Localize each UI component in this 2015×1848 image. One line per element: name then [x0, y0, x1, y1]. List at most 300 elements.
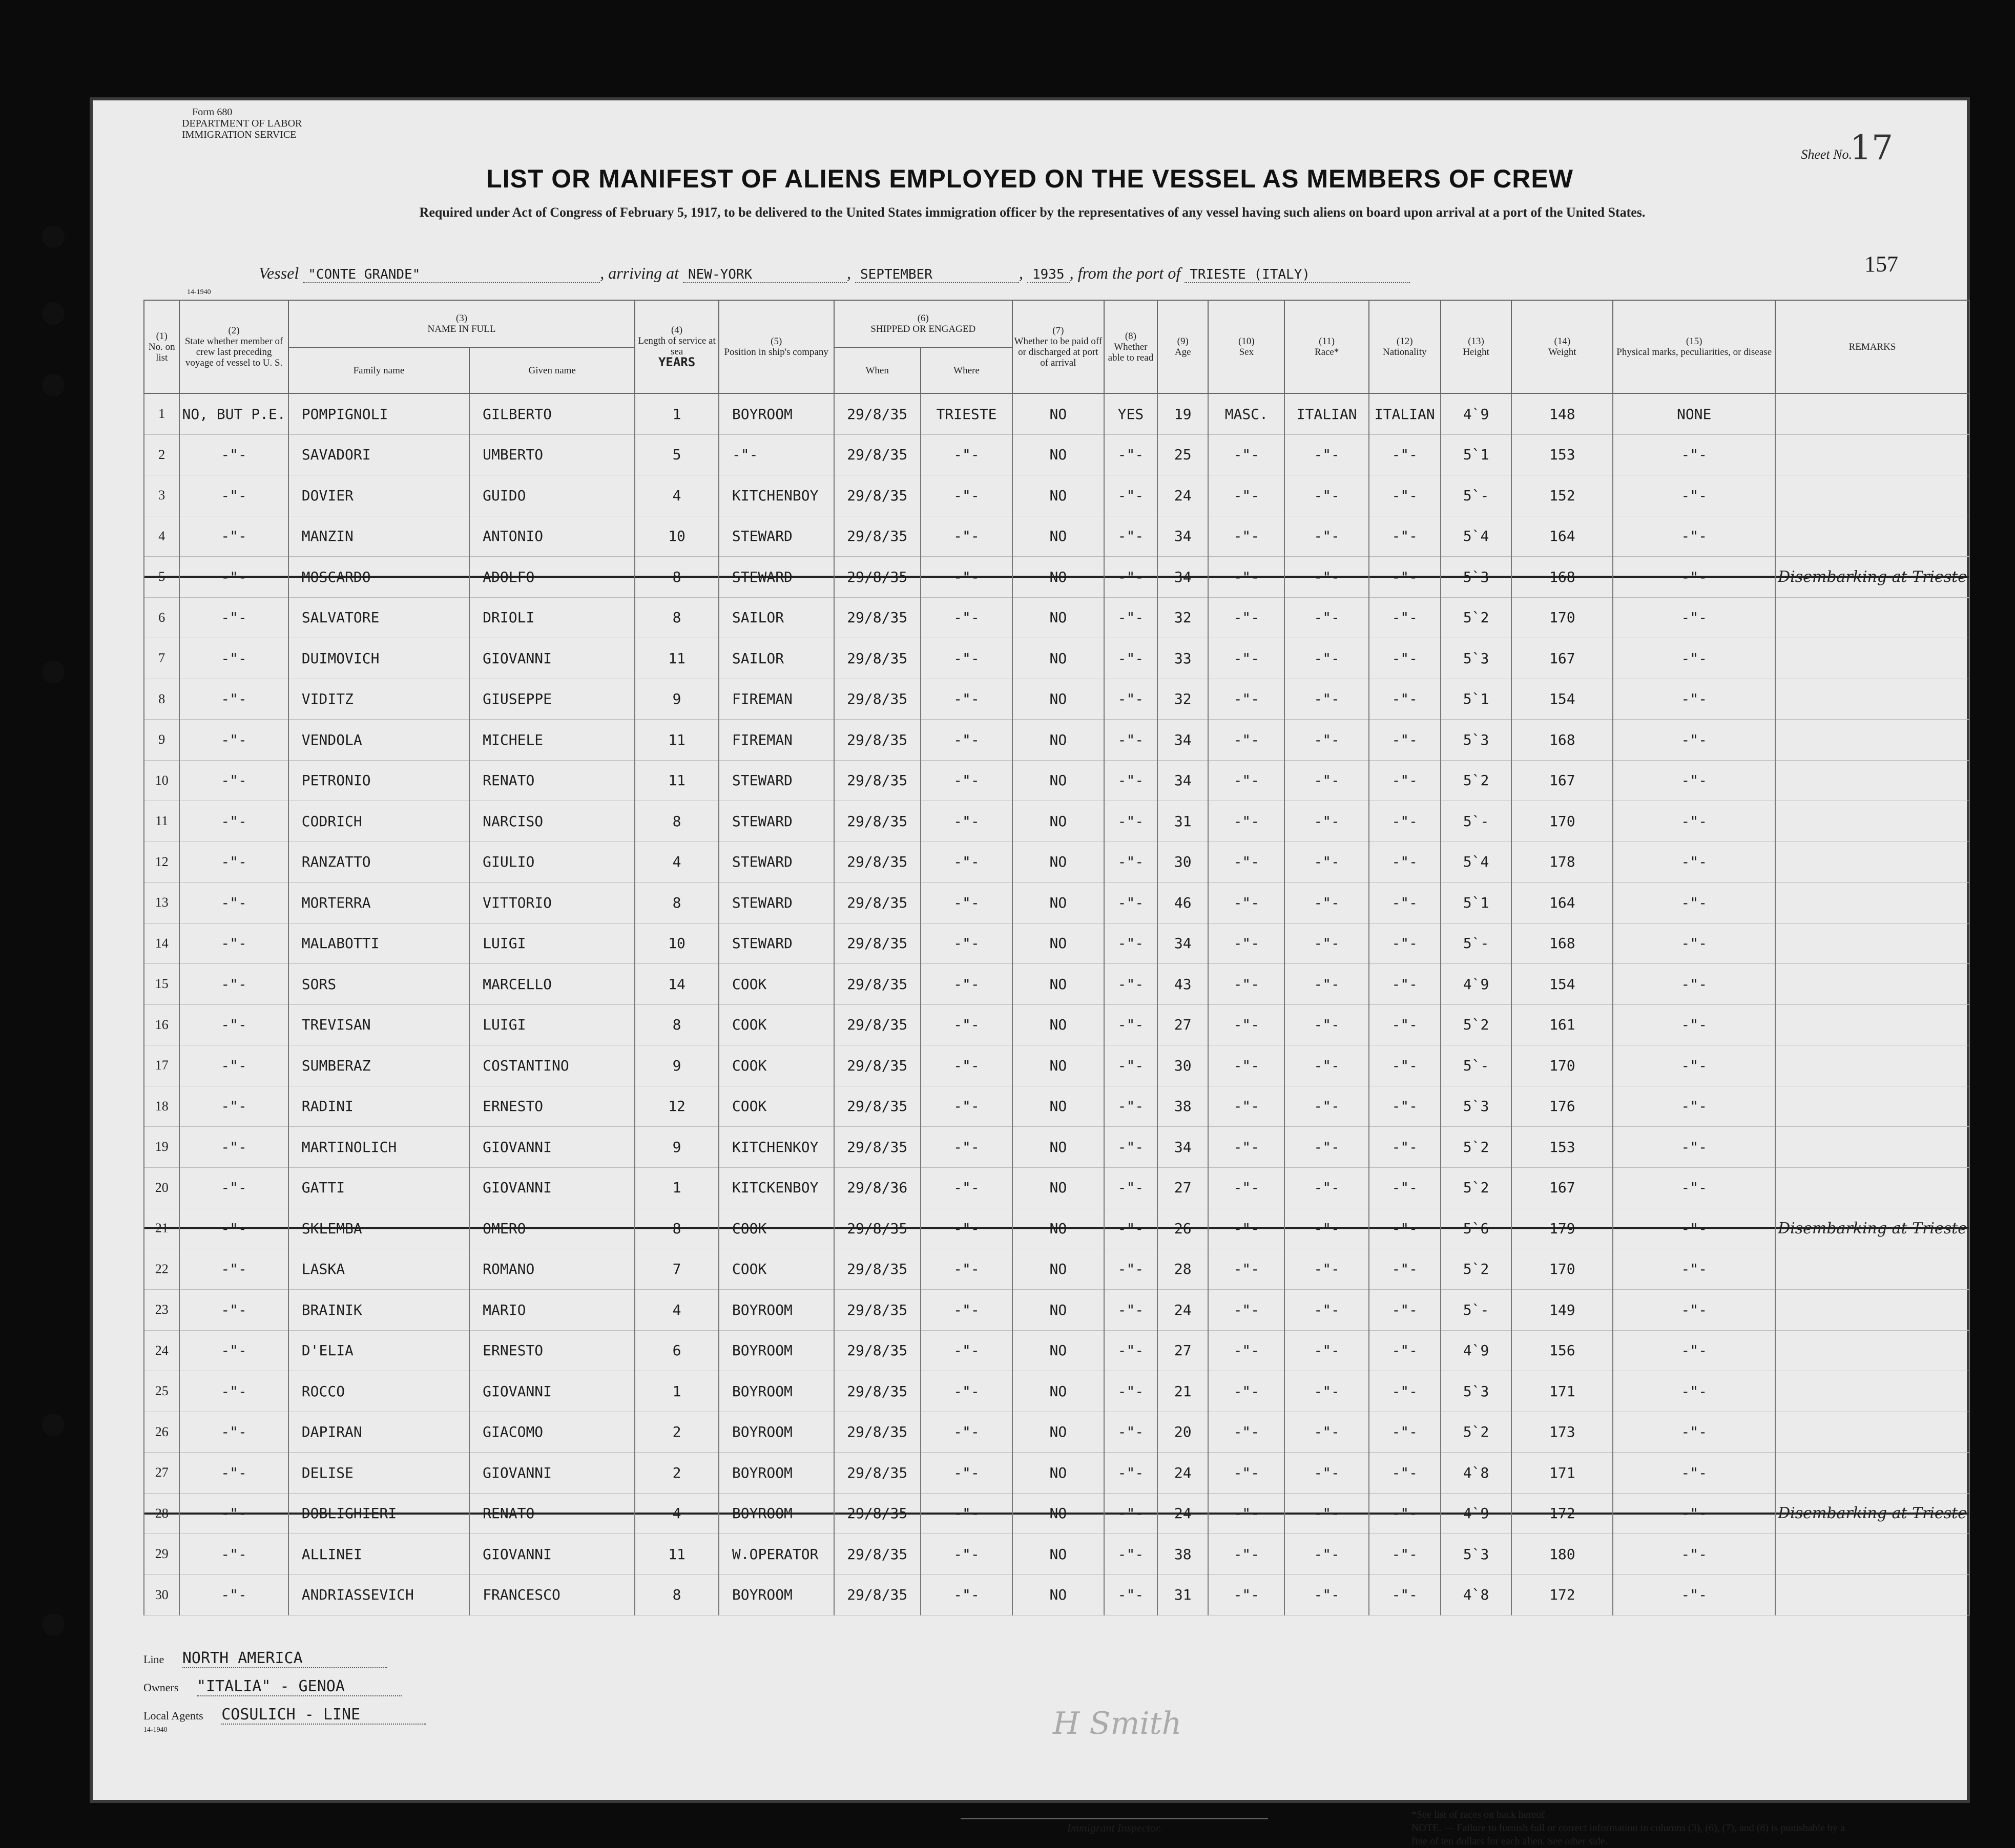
page-subtitle: Required under Act of Congress of February 5, 1917, to be delivered to the United States immigration officer by the representatives of any vessel having such aliens on board upon arrival at a port of the United States. — [419, 205, 1646, 220]
given-name-cell: GIACOMO — [469, 1412, 635, 1453]
remarks-cell — [1775, 1412, 1969, 1453]
physical-marks-cell: -"- — [1613, 1330, 1775, 1371]
nationality-cell: ITALIAN — [1369, 393, 1441, 434]
previous-voyage-cell: -"- — [179, 1330, 288, 1371]
col-read-header: (8) Whether able to read — [1104, 300, 1157, 393]
shipped-when-cell: 29/8/35 — [834, 434, 921, 475]
sheet-number-value: 17 — [1850, 128, 1893, 167]
previous-voyage-cell: -"- — [179, 1534, 288, 1575]
age-cell: 34 — [1157, 760, 1208, 801]
col-marks-header: (15) Physical marks, peculiarities, or disease — [1613, 300, 1775, 393]
able-to-read-cell: -"- — [1104, 1330, 1157, 1371]
from-port-label: from the port of — [1077, 264, 1181, 282]
race-cell: -"- — [1284, 1208, 1368, 1249]
weight-cell: 161 — [1511, 1004, 1613, 1045]
paid-off-cell: NO — [1012, 1249, 1104, 1290]
physical-marks-cell: -"- — [1613, 1086, 1775, 1127]
family-name-cell: MANZIN — [288, 516, 469, 557]
penalty-note: NOTE. — Failure to furnish full or correct information in columns (3), (6), (7), and (8) is punishable by a fine of ten dollars for each alien. See other side. — [1411, 1822, 1845, 1847]
table-row — [144, 1045, 1969, 1086]
manifest-sheet — [90, 97, 1970, 1847]
age-cell: 27 — [1157, 1004, 1208, 1045]
weight-cell: 176 — [1511, 1086, 1613, 1127]
table-row — [144, 475, 1969, 516]
previous-voyage-cell: -"- — [179, 638, 288, 679]
row-number: 19 — [144, 1127, 179, 1168]
weight-cell: 153 — [1511, 1127, 1613, 1168]
nationality-cell: -"- — [1369, 516, 1441, 557]
service-years-cell: 11 — [635, 720, 719, 761]
able-to-read-cell: -"- — [1104, 1371, 1157, 1412]
height-cell: 5`4 — [1441, 516, 1512, 557]
remarks-cell: Disembarking at Trieste — [1775, 1208, 1969, 1249]
sex-cell: -"- — [1208, 760, 1284, 801]
table-row — [144, 1412, 1969, 1453]
given-name-cell: MICHELE — [469, 720, 635, 761]
age-cell: 28 — [1157, 1249, 1208, 1290]
height-cell: 5`1 — [1441, 434, 1512, 475]
shipped-where-cell: -"- — [921, 1412, 1012, 1453]
family-name-cell: DELISE — [288, 1453, 469, 1494]
family-name-cell: CODRICH — [288, 801, 469, 842]
family-name-cell: ROCCO — [288, 1371, 469, 1412]
previous-voyage-cell: -"- — [179, 1167, 288, 1208]
physical-marks-cell: -"- — [1613, 557, 1775, 598]
binder-hole — [42, 1613, 65, 1636]
shipped-when-cell: 29/8/35 — [834, 1004, 921, 1045]
race-cell: -"- — [1284, 1249, 1368, 1290]
physical-marks-cell: -"- — [1613, 760, 1775, 801]
physical-marks-cell: -"- — [1613, 720, 1775, 761]
remarks-cell — [1775, 1371, 1969, 1412]
sex-cell: -"- — [1208, 557, 1284, 598]
race-cell: -"- — [1284, 475, 1368, 516]
position-cell: STEWARD — [719, 842, 834, 883]
remarks-cell — [1775, 1290, 1969, 1331]
given-name-cell: ROMANO — [469, 1249, 635, 1290]
age-cell: 24 — [1157, 1493, 1208, 1534]
position-cell: FIREMAN — [719, 679, 834, 720]
col-height-header: (13) Height — [1441, 300, 1512, 393]
nationality-cell: -"- — [1369, 760, 1441, 801]
service-years-cell: 9 — [635, 1045, 719, 1086]
table-row — [144, 964, 1969, 1005]
shipped-where-cell: -"- — [921, 923, 1012, 964]
position-cell: BOYROOM — [719, 1290, 834, 1331]
able-to-read-cell: -"- — [1104, 964, 1157, 1005]
page-number: 157 — [1864, 251, 1898, 277]
weight-cell: 179 — [1511, 1208, 1613, 1249]
weight-cell: 152 — [1511, 475, 1613, 516]
race-cell: -"- — [1284, 801, 1368, 842]
sex-cell: -"- — [1208, 679, 1284, 720]
race-cell: -"- — [1284, 883, 1368, 923]
service-years-cell: 9 — [635, 1127, 719, 1168]
able-to-read-cell: -"- — [1104, 1045, 1157, 1086]
height-cell: 5`4 — [1441, 842, 1512, 883]
shipped-when-cell: 29/8/35 — [834, 1453, 921, 1494]
table-row — [144, 760, 1969, 801]
shipped-where-cell: -"- — [921, 516, 1012, 557]
shipped-where-cell: -"- — [921, 557, 1012, 598]
shipped-when-cell: 29/8/35 — [834, 557, 921, 598]
shipped-when-cell: 29/8/35 — [834, 842, 921, 883]
previous-voyage-cell: -"- — [179, 842, 288, 883]
physical-marks-cell: -"- — [1613, 1045, 1775, 1086]
shipped-where-cell: -"- — [921, 964, 1012, 1005]
given-name-cell: RENATO — [469, 760, 635, 801]
weight-cell: 154 — [1511, 679, 1613, 720]
remarks-cell — [1775, 964, 1969, 1005]
sex-cell: -"- — [1208, 1574, 1284, 1615]
given-name-cell: MARCELLO — [469, 964, 635, 1005]
owners-label: Owners — [143, 1681, 179, 1694]
able-to-read-cell: -"- — [1104, 1004, 1157, 1045]
height-cell: 5`- — [1441, 475, 1512, 516]
previous-voyage-cell: -"- — [179, 1412, 288, 1453]
race-cell: -"- — [1284, 1167, 1368, 1208]
col-no-header: (1) No. on list — [144, 300, 179, 393]
previous-voyage-cell: -"- — [179, 475, 288, 516]
position-cell: BOYROOM — [719, 1574, 834, 1615]
previous-voyage-cell: -"- — [179, 679, 288, 720]
able-to-read-cell: -"- — [1104, 1574, 1157, 1615]
remarks-cell — [1775, 1534, 1969, 1575]
table-row — [144, 1249, 1969, 1290]
race-cell: -"- — [1284, 1290, 1368, 1331]
height-cell: 5`3 — [1441, 638, 1512, 679]
row-number: 13 — [144, 883, 179, 923]
shipped-where-cell: -"- — [921, 1453, 1012, 1494]
form-number: Form 680 — [192, 107, 233, 118]
service-years-cell: 1 — [635, 393, 719, 434]
weight-cell: 168 — [1511, 923, 1613, 964]
remarks-cell — [1775, 760, 1969, 801]
height-cell: 5`- — [1441, 1290, 1512, 1331]
col-weight-header: (14) Weight — [1511, 300, 1613, 393]
race-cell: -"- — [1284, 1574, 1368, 1615]
physical-marks-cell: -"- — [1613, 801, 1775, 842]
table-row — [144, 679, 1969, 720]
weight-cell: 170 — [1511, 1249, 1613, 1290]
line-label: Line — [143, 1653, 164, 1666]
nationality-cell: -"- — [1369, 1208, 1441, 1249]
sex-cell: -"- — [1208, 597, 1284, 638]
physical-marks-cell: -"- — [1613, 1493, 1775, 1534]
shipped-where-cell: -"- — [921, 1330, 1012, 1371]
race-cell: -"- — [1284, 842, 1368, 883]
previous-voyage-cell: NO, BUT P.E. — [179, 393, 288, 434]
weight-cell: 170 — [1511, 597, 1613, 638]
physical-marks-cell: -"- — [1613, 1412, 1775, 1453]
arrival-month: SEPTEMBER — [855, 267, 1019, 283]
previous-voyage-cell: -"- — [179, 434, 288, 475]
shipped-when-cell: 29/8/35 — [834, 1086, 921, 1127]
shipped-when-cell: 29/8/35 — [834, 1045, 921, 1086]
paid-off-cell: NO — [1012, 1371, 1104, 1412]
row-number: 6 — [144, 597, 179, 638]
paid-off-cell: NO — [1012, 638, 1104, 679]
service-years-cell: 8 — [635, 1004, 719, 1045]
remarks-cell — [1775, 1004, 1969, 1045]
table-row — [144, 923, 1969, 964]
weight-cell: 153 — [1511, 434, 1613, 475]
weight-cell: 172 — [1511, 1574, 1613, 1615]
agents-row — [143, 1706, 426, 1725]
able-to-read-cell: -"- — [1104, 1412, 1157, 1453]
race-cell: -"- — [1284, 597, 1368, 638]
weight-cell: 170 — [1511, 1045, 1613, 1086]
age-cell: 32 — [1157, 679, 1208, 720]
row-number: 5 — [144, 557, 179, 598]
physical-marks-cell: -"- — [1613, 434, 1775, 475]
col-shipped-header: (6) SHIPPED OR ENGAGED — [834, 300, 1013, 347]
paid-off-cell: NO — [1012, 1290, 1104, 1331]
shipped-when-cell: 29/8/35 — [834, 923, 921, 964]
remarks-cell — [1775, 516, 1969, 557]
nationality-cell: -"- — [1369, 597, 1441, 638]
nationality-cell: -"- — [1369, 842, 1441, 883]
age-cell: 31 — [1157, 801, 1208, 842]
nationality-cell: -"- — [1369, 1167, 1441, 1208]
position-cell: COOK — [719, 1249, 834, 1290]
remarks-cell — [1775, 1127, 1969, 1168]
row-number: 10 — [144, 760, 179, 801]
remarks-cell — [1775, 1574, 1969, 1615]
col-nationality-header: (12) Nationality — [1369, 300, 1441, 393]
height-cell: 4`9 — [1441, 1493, 1512, 1534]
given-name-cell: LUIGI — [469, 923, 635, 964]
previous-voyage-cell: -"- — [179, 1290, 288, 1331]
paid-off-cell: NO — [1012, 1574, 1104, 1615]
height-cell: 4`9 — [1441, 1330, 1512, 1371]
sex-cell: -"- — [1208, 1208, 1284, 1249]
shipped-where-cell: -"- — [921, 1127, 1012, 1168]
service-label: IMMIGRATION SERVICE — [182, 129, 297, 140]
height-cell: 5`2 — [1441, 1004, 1512, 1045]
given-name-cell: UMBERTO — [469, 434, 635, 475]
given-name-cell: GIOVANNI — [469, 638, 635, 679]
sex-cell: -"- — [1208, 883, 1284, 923]
position-cell: STEWARD — [719, 557, 834, 598]
paid-off-cell: NO — [1012, 760, 1104, 801]
remarks-cell — [1775, 1086, 1969, 1127]
row-number: 27 — [144, 1453, 179, 1494]
weight-cell: 180 — [1511, 1534, 1613, 1575]
sex-cell: -"- — [1208, 1290, 1284, 1331]
col-given-name-header: Given name — [469, 347, 635, 393]
nationality-cell: -"- — [1369, 1574, 1441, 1615]
crew-table-body — [144, 393, 1969, 1615]
shipped-where-cell: -"- — [921, 1534, 1012, 1575]
paid-off-cell: NO — [1012, 923, 1104, 964]
footer-form-code: 14-1940 — [143, 1726, 168, 1734]
nationality-cell: -"- — [1369, 434, 1441, 475]
able-to-read-cell: -"- — [1104, 801, 1157, 842]
sex-cell: -"- — [1208, 1004, 1284, 1045]
family-name-cell: MORTERRA — [288, 883, 469, 923]
service-years-cell: 8 — [635, 801, 719, 842]
row-number: 12 — [144, 842, 179, 883]
shipped-when-cell: 29/8/35 — [834, 393, 921, 434]
sex-cell: -"- — [1208, 1167, 1284, 1208]
service-years-cell: 8 — [635, 597, 719, 638]
shipped-when-cell: 29/8/35 — [834, 597, 921, 638]
table-row — [144, 1290, 1969, 1331]
physical-marks-cell: -"- — [1613, 516, 1775, 557]
shipped-when-cell: 29/8/35 — [834, 1249, 921, 1290]
table-row — [144, 434, 1969, 475]
given-name-cell: COSTANTINO — [469, 1045, 635, 1086]
table-row — [144, 557, 1969, 598]
table-row — [144, 1534, 1969, 1575]
height-cell: 5`3 — [1441, 1086, 1512, 1127]
age-cell: 30 — [1157, 1045, 1208, 1086]
remarks-cell — [1775, 638, 1969, 679]
height-cell: 5`2 — [1441, 1412, 1512, 1453]
age-cell: 30 — [1157, 842, 1208, 883]
sex-cell: -"- — [1208, 842, 1284, 883]
race-cell: -"- — [1284, 1493, 1368, 1534]
inspector-label: Immigrant Inspector. — [961, 1818, 1268, 1835]
remarks-cell — [1775, 434, 1969, 475]
age-cell: 31 — [1157, 1574, 1208, 1615]
binder-hole — [42, 374, 65, 396]
shipped-where-cell: -"- — [921, 1249, 1012, 1290]
binder-hole — [42, 1414, 65, 1436]
able-to-read-cell: -"- — [1104, 1127, 1157, 1168]
height-cell: 5`- — [1441, 923, 1512, 964]
weight-cell: 164 — [1511, 883, 1613, 923]
sex-cell: -"- — [1208, 475, 1284, 516]
weight-cell: 172 — [1511, 1493, 1613, 1534]
race-cell: -"- — [1284, 434, 1368, 475]
physical-marks-cell: -"- — [1613, 1574, 1775, 1615]
row-number: 25 — [144, 1371, 179, 1412]
age-cell: 34 — [1157, 557, 1208, 598]
able-to-read-cell: -"- — [1104, 1453, 1157, 1494]
shipped-where-cell: -"- — [921, 679, 1012, 720]
table-row — [144, 720, 1969, 761]
col-where-header: Where — [921, 347, 1012, 393]
remarks-cell — [1775, 1167, 1969, 1208]
able-to-read-cell: -"- — [1104, 923, 1157, 964]
age-cell: 20 — [1157, 1412, 1208, 1453]
position-cell: STEWARD — [719, 883, 834, 923]
nationality-cell: -"- — [1369, 679, 1441, 720]
shipped-where-cell: -"- — [921, 1574, 1012, 1615]
arrival-year: 1935 — [1027, 267, 1070, 283]
shipped-when-cell: 29/8/35 — [834, 760, 921, 801]
shipped-where-cell: TRIESTE — [921, 393, 1012, 434]
height-cell: 4`8 — [1441, 1453, 1512, 1494]
table-row — [144, 1167, 1969, 1208]
row-number: 8 — [144, 679, 179, 720]
age-cell: 24 — [1157, 1290, 1208, 1331]
table-row — [144, 1493, 1969, 1534]
family-name-cell: ANDRIASSEVICH — [288, 1574, 469, 1615]
paid-off-cell: NO — [1012, 964, 1104, 1005]
shipped-where-cell: -"- — [921, 720, 1012, 761]
previous-voyage-cell: -"- — [179, 1493, 288, 1534]
physical-marks-cell: -"- — [1613, 1208, 1775, 1249]
age-cell: 32 — [1157, 597, 1208, 638]
position-cell: BOYROOM — [719, 393, 834, 434]
footer-notes — [1411, 1808, 1862, 1848]
position-cell: BOYROOM — [719, 1330, 834, 1371]
sex-cell: -"- — [1208, 1127, 1284, 1168]
table-row — [144, 883, 1969, 923]
family-name-cell: DAPIRAN — [288, 1412, 469, 1453]
nationality-cell: -"- — [1369, 1412, 1441, 1453]
weight-cell: 167 — [1511, 1167, 1613, 1208]
physical-marks-cell: -"- — [1613, 842, 1775, 883]
shipped-where-cell: -"- — [921, 1045, 1012, 1086]
able-to-read-cell: -"- — [1104, 883, 1157, 923]
age-cell: 34 — [1157, 516, 1208, 557]
able-to-read-cell: -"- — [1104, 638, 1157, 679]
shipped-when-cell: 29/8/35 — [834, 801, 921, 842]
previous-voyage-cell: -"- — [179, 964, 288, 1005]
height-cell: 5`3 — [1441, 1534, 1512, 1575]
service-years-cell: 2 — [635, 1412, 719, 1453]
family-name-cell: RANZATTO — [288, 842, 469, 883]
service-years-cell: 11 — [635, 1534, 719, 1575]
age-cell: 34 — [1157, 720, 1208, 761]
weight-cell: 167 — [1511, 760, 1613, 801]
shipped-where-cell: -"- — [921, 1086, 1012, 1127]
line-value: NORTH AMERICA — [182, 1649, 387, 1668]
height-cell: 5`3 — [1441, 720, 1512, 761]
race-cell: -"- — [1284, 1330, 1368, 1371]
given-name-cell: GIOVANNI — [469, 1371, 635, 1412]
nationality-cell: -"- — [1369, 1290, 1441, 1331]
sex-cell: -"- — [1208, 923, 1284, 964]
physical-marks-cell: -"- — [1613, 883, 1775, 923]
physical-marks-cell: -"- — [1613, 475, 1775, 516]
weight-cell: 171 — [1511, 1453, 1613, 1494]
age-cell: 34 — [1157, 923, 1208, 964]
paid-off-cell: NO — [1012, 842, 1104, 883]
remarks-cell — [1775, 679, 1969, 720]
able-to-read-cell: -"- — [1104, 1167, 1157, 1208]
vessel-line: Vessel "CONTE GRANDE" , arriving at NEW-YORK , SEPTEMBER , 1935 , from the port of TRIESTE (ITALY) — [259, 264, 1410, 283]
family-name-cell: DUIMOVICH — [288, 638, 469, 679]
able-to-read-cell: -"- — [1104, 557, 1157, 598]
col-age-header: (9) Age — [1157, 300, 1208, 393]
nationality-cell: -"- — [1369, 1004, 1441, 1045]
table-row — [144, 1330, 1969, 1371]
col-position-header: (5) Position in ship's company — [719, 300, 834, 393]
sex-cell: -"- — [1208, 801, 1284, 842]
shipped-when-cell: 29/8/36 — [834, 1167, 921, 1208]
form-code: 14-1940 — [187, 288, 211, 296]
sheet-number-label: Sheet No. — [1801, 147, 1852, 162]
previous-voyage-cell: -"- — [179, 923, 288, 964]
position-cell: STEWARD — [719, 516, 834, 557]
able-to-read-cell: -"- — [1104, 720, 1157, 761]
paid-off-cell: NO — [1012, 1412, 1104, 1453]
shipped-when-cell: 29/8/35 — [834, 1127, 921, 1168]
table-row — [144, 1208, 1969, 1249]
shipped-where-cell: -"- — [921, 597, 1012, 638]
physical-marks-cell: -"- — [1613, 1167, 1775, 1208]
family-name-cell: VENDOLA — [288, 720, 469, 761]
sex-cell: -"- — [1208, 516, 1284, 557]
remarks-cell: Disembarking at Trieste — [1775, 1493, 1969, 1534]
remarks-cell — [1775, 883, 1969, 923]
physical-marks-cell: -"- — [1613, 1453, 1775, 1494]
